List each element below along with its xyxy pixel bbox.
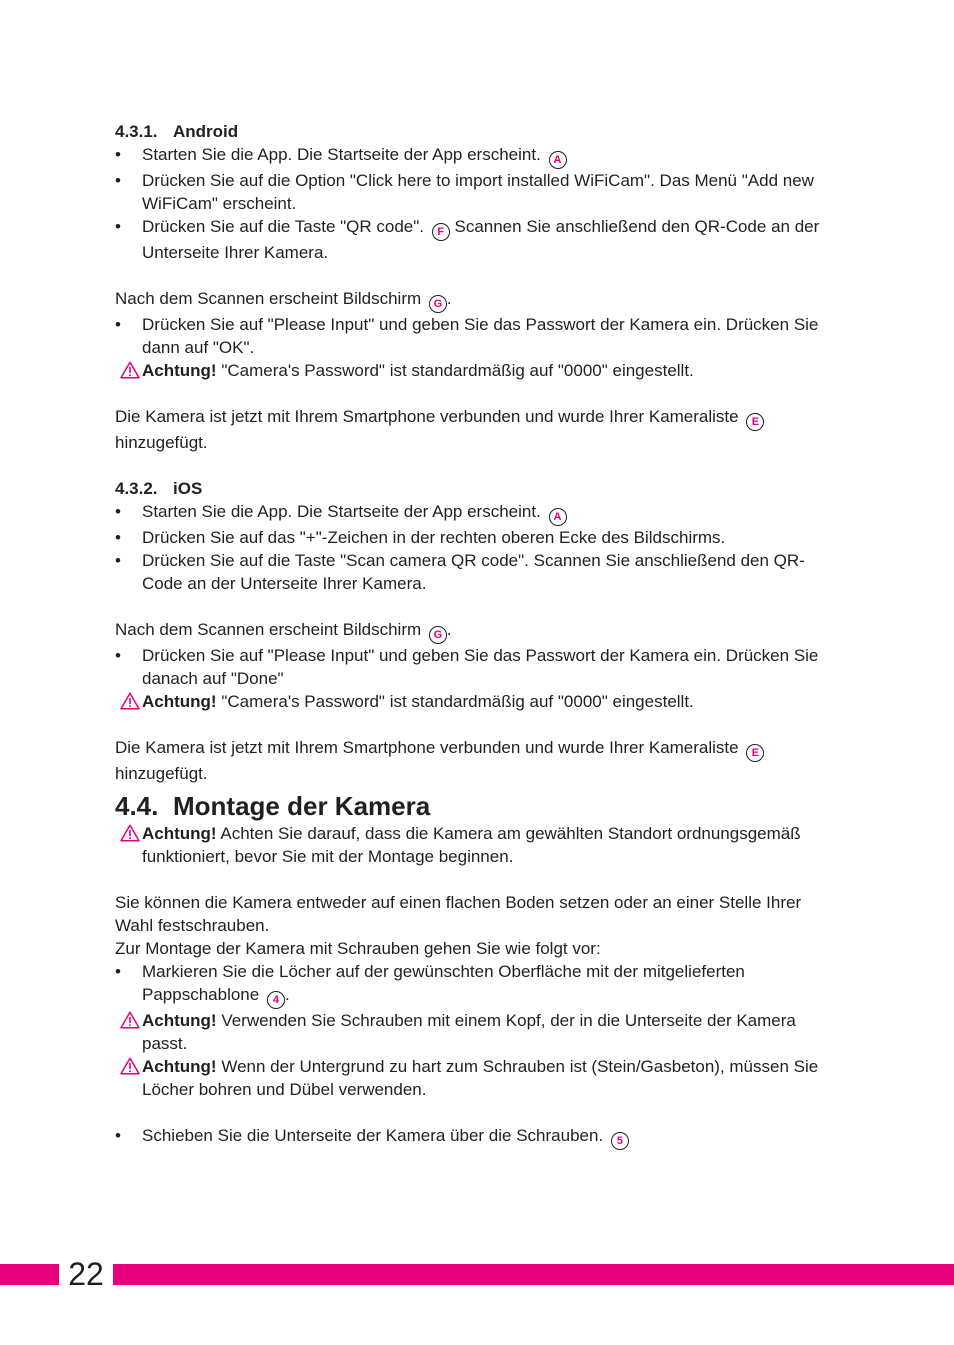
list-item: • Markieren Sie die Löcher auf der gewünschten Oberfläche mit der mitgelieferten Pappschablone 4 . xyxy=(115,960,840,1009)
warning-note: Achtung! Verwenden Sie Schrauben mit einem Kopf, der in die Unterseite der Kamera passt. xyxy=(115,1009,840,1055)
paragraph: Nach dem Scannen erscheint Bildschirm G . xyxy=(115,618,840,644)
bullet: • xyxy=(115,145,121,164)
warning-triangle-icon xyxy=(120,692,140,710)
subsection-heading-android: 4.3.1. Android xyxy=(115,122,239,141)
warning-triangle-icon xyxy=(120,1011,140,1029)
footer-accent-bar xyxy=(0,1264,954,1285)
screen-ref-badge: F xyxy=(432,223,450,241)
list-item: • Drücken Sie auf das "+"-Zeichen in der rechten oberen Ecke des Bildschirms. xyxy=(115,528,726,547)
warning-triangle-icon xyxy=(120,361,140,379)
list-item: • Starten Sie die App. Die Startseite der App erscheint. A xyxy=(115,143,840,169)
paragraph: Zur Montage der Kamera mit Schrauben gehen Sie wie folgt vor: xyxy=(115,939,601,958)
section-heading-montage: 4.4. Montage der Kamera xyxy=(115,791,431,821)
list-item: • Drücken Sie auf die Taste "Scan camera QR code". Scannen Sie anschließend den QR-Code an der Unterseite Ihrer Kamera. xyxy=(115,551,805,593)
list-item: • Drücken Sie auf die Option "Click here to import installed WiFiCam". Das Menü "Add new WiFiCam" erscheint. xyxy=(115,171,814,213)
bullet: • xyxy=(115,1126,121,1145)
bullet: • xyxy=(115,646,121,665)
warning-note: Achtung! Achten Sie darauf, dass die Kamera am gewählten Standort ordnungsgemäß funktioniert, bevor Sie mit der Montage beginnen. xyxy=(115,822,840,868)
bullet: • xyxy=(115,315,121,334)
list-item: • Drücken Sie auf "Please Input" und geben Sie das Passwort der Kamera ein. Drücken Sie dann auf "OK". xyxy=(115,315,819,357)
bracket-right xyxy=(113,1264,119,1285)
page-number-box xyxy=(53,1256,119,1293)
bullet: • xyxy=(115,528,121,547)
screen-ref-badge: A xyxy=(549,151,567,169)
part-ref-badge: 5 xyxy=(611,1132,629,1150)
bullet: • xyxy=(115,551,121,570)
paragraph: Nach dem Scannen erscheint Bildschirm G . xyxy=(115,287,840,313)
paragraph: Die Kamera ist jetzt mit Ihrem Smartphone verbunden und wurde Ihrer Kameraliste E hinzugefügt. xyxy=(115,736,840,785)
warning-triangle-icon xyxy=(120,824,140,842)
warning-triangle-icon xyxy=(120,1057,140,1075)
bullet: • xyxy=(115,502,121,521)
warning-note: Achtung! "Camera's Password" ist standardmäßig auf "0000" eingestellt. xyxy=(115,690,840,713)
subsection-heading-ios: 4.3.2. iOS xyxy=(115,479,203,498)
page-content xyxy=(115,120,840,1150)
list-item: • Starten Sie die App. Die Startseite der App erscheint. A xyxy=(115,500,840,526)
list-item: • Schieben Sie die Unterseite der Kamera über die Schrauben. 5 xyxy=(115,1124,840,1150)
bullet: • xyxy=(115,171,121,190)
part-ref-badge: 4 xyxy=(267,991,285,1009)
list-item: • Drücken Sie auf "Please Input" und geben Sie das Passwort der Kamera ein. Drücken Sie danach auf "Done" xyxy=(115,646,819,688)
page-number: 22 xyxy=(68,1256,104,1292)
warning-note: Achtung! Wenn der Untergrund zu hart zum Schrauben ist (Stein/Gasbeton), müssen Sie Löcher bohren und Dübel verwenden. xyxy=(115,1055,840,1101)
screen-ref-badge: A xyxy=(549,508,567,526)
bullet: • xyxy=(115,217,121,236)
screen-ref-badge: G xyxy=(429,626,447,644)
paragraph: Die Kamera ist jetzt mit Ihrem Smartphone verbunden und wurde Ihrer Kameraliste E hinzugefügt. xyxy=(115,405,840,454)
screen-ref-badge: G xyxy=(429,295,447,313)
list-item: • Drücken Sie auf die Taste "QR code". F Scannen Sie anschließend den QR-Code an der Unterseite Ihrer Kamera. xyxy=(115,217,820,262)
warning-note: Achtung! "Camera's Password" ist standardmäßig auf "0000" eingestellt. xyxy=(115,359,840,382)
bullet: • xyxy=(115,962,121,981)
screen-ref-badge: E xyxy=(746,744,764,762)
screen-ref-badge: E xyxy=(746,413,764,431)
paragraph: Sie können die Kamera entweder auf einen flachen Boden setzen oder an einer Stelle Ihrer Wahl festschrauben. xyxy=(115,893,802,935)
